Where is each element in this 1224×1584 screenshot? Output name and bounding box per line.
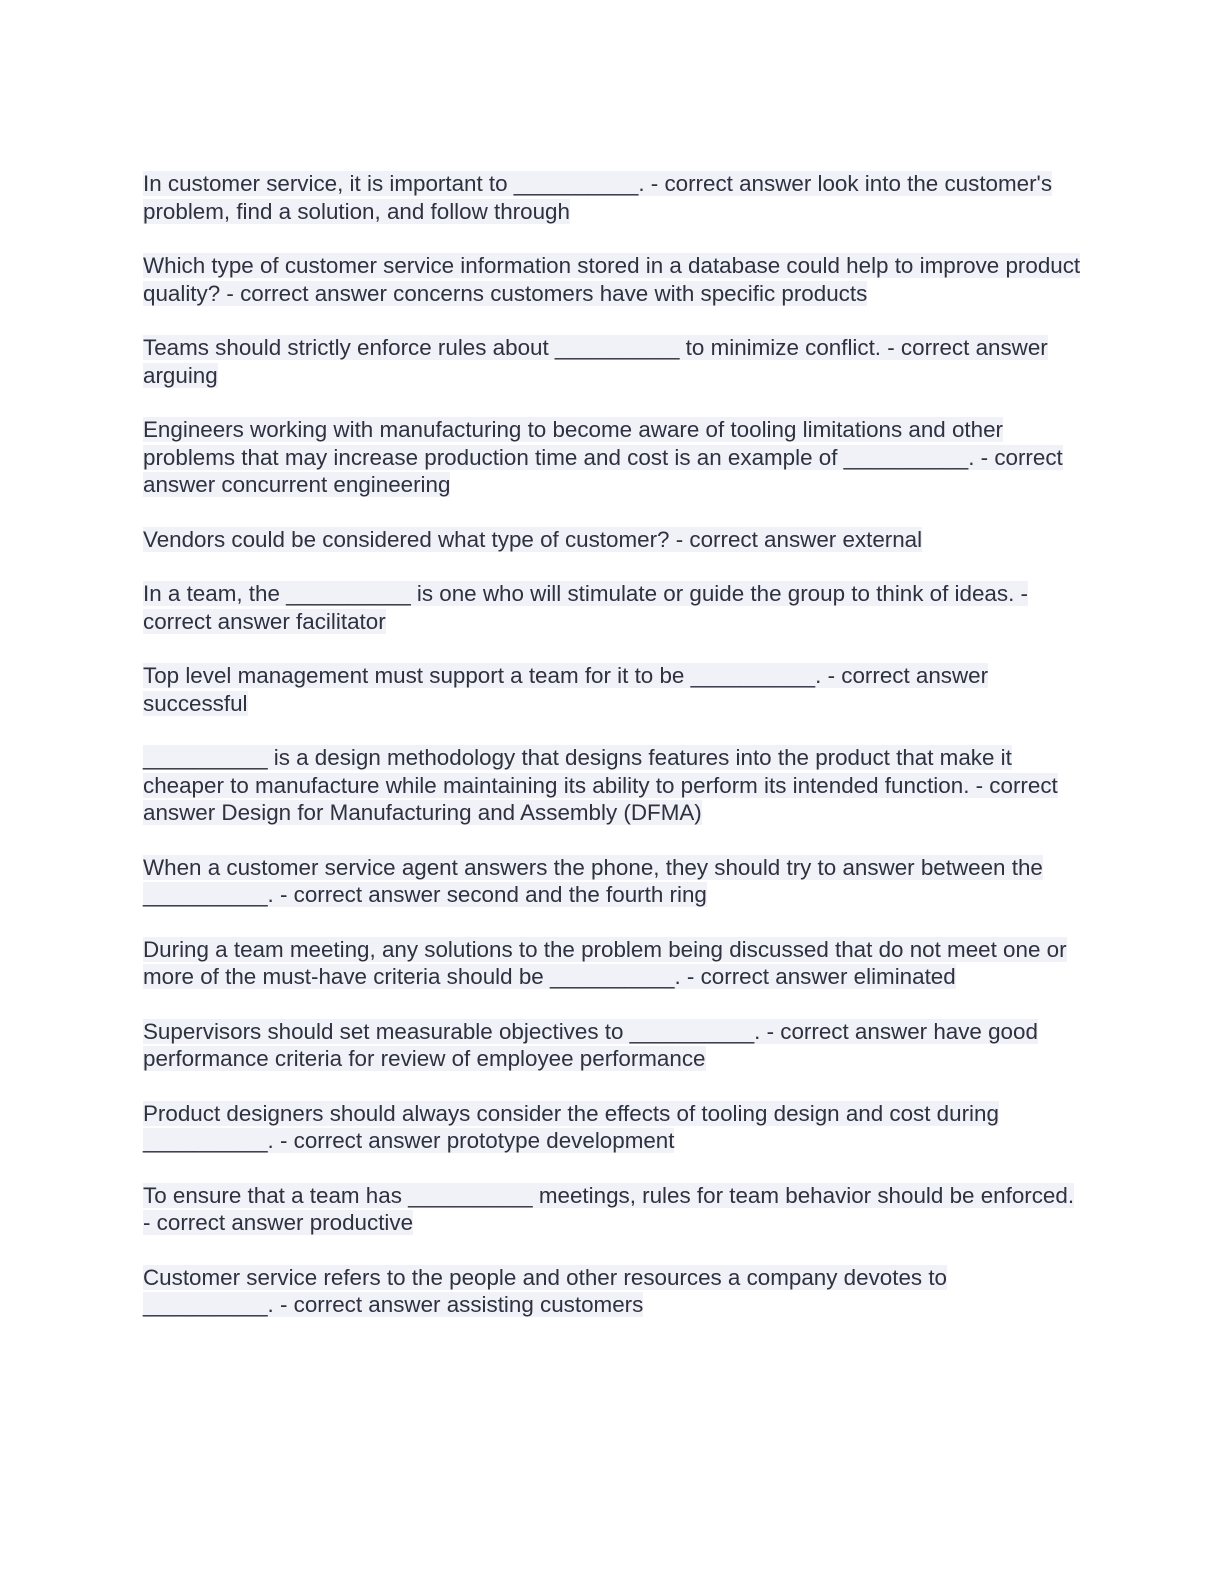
question-text: __________ is a design methodology that designs features into the product that make it cheaper to manufacture while maintaining its ability to perform its intended function. - correct answer Design for Manufacturing and Assembly (DFMA) <box>143 745 1058 825</box>
question-text: Product designers should always consider the effects of tooling design and cost during __________. - correct answer prototype development <box>143 1100 999 1153</box>
question-item <box>143 1018 1083 1073</box>
question-item <box>143 744 1083 827</box>
question-item <box>143 1182 1083 1237</box>
question-text: During a team meeting, any solutions to the problem being discussed that do not meet one or more of the must-have criteria should be __________. - correct answer eliminated <box>143 936 1067 989</box>
question-item <box>143 334 1083 389</box>
question-text: In customer service, it is important to __________. - correct answer look into the customer's problem, find a solution, and follow through <box>143 171 1053 224</box>
question-item <box>143 252 1083 307</box>
question-item <box>143 854 1083 909</box>
question-list <box>143 170 1083 1346</box>
question-text: Customer service refers to the people and other resources a company devotes to __________. - correct answer assisting customers <box>143 1264 947 1317</box>
question-text: Teams should strictly enforce rules about __________ to minimize conflict. - correct answer arguing <box>143 335 1048 388</box>
question-text: Engineers working with manufacturing to become aware of tooling limitations and other problems that may increase production time and cost is an example of __________. - correct answer concurrent engineering <box>143 417 1063 497</box>
question-item <box>143 580 1083 635</box>
question-item <box>143 1264 1083 1319</box>
question-text: In a team, the __________ is one who will stimulate or guide the group to think of ideas. - correct answer facilitator <box>143 581 1028 634</box>
question-item <box>143 170 1083 225</box>
question-item <box>143 526 1083 554</box>
question-text: When a customer service agent answers the phone, they should try to answer between the __________. - correct answer second and the fourth ring <box>143 854 1043 907</box>
question-text: Which type of customer service information stored in a database could help to improve product quality? - correct answer concerns customers have with specific products <box>143 253 1081 306</box>
question-item <box>143 936 1083 991</box>
question-text: To ensure that a team has __________ meetings, rules for team behavior should be enforced. - correct answer productive <box>143 1182 1075 1235</box>
question-text: Top level management must support a team for it to be __________. - correct answer successful <box>143 663 989 716</box>
question-item <box>143 416 1083 499</box>
question-item <box>143 1100 1083 1155</box>
question-text: Vendors could be considered what type of customer? - correct answer external <box>143 526 923 552</box>
question-item <box>143 662 1083 717</box>
question-text: Supervisors should set measurable objectives to __________. - correct answer have good performance criteria for review of employee performance <box>143 1018 1038 1071</box>
